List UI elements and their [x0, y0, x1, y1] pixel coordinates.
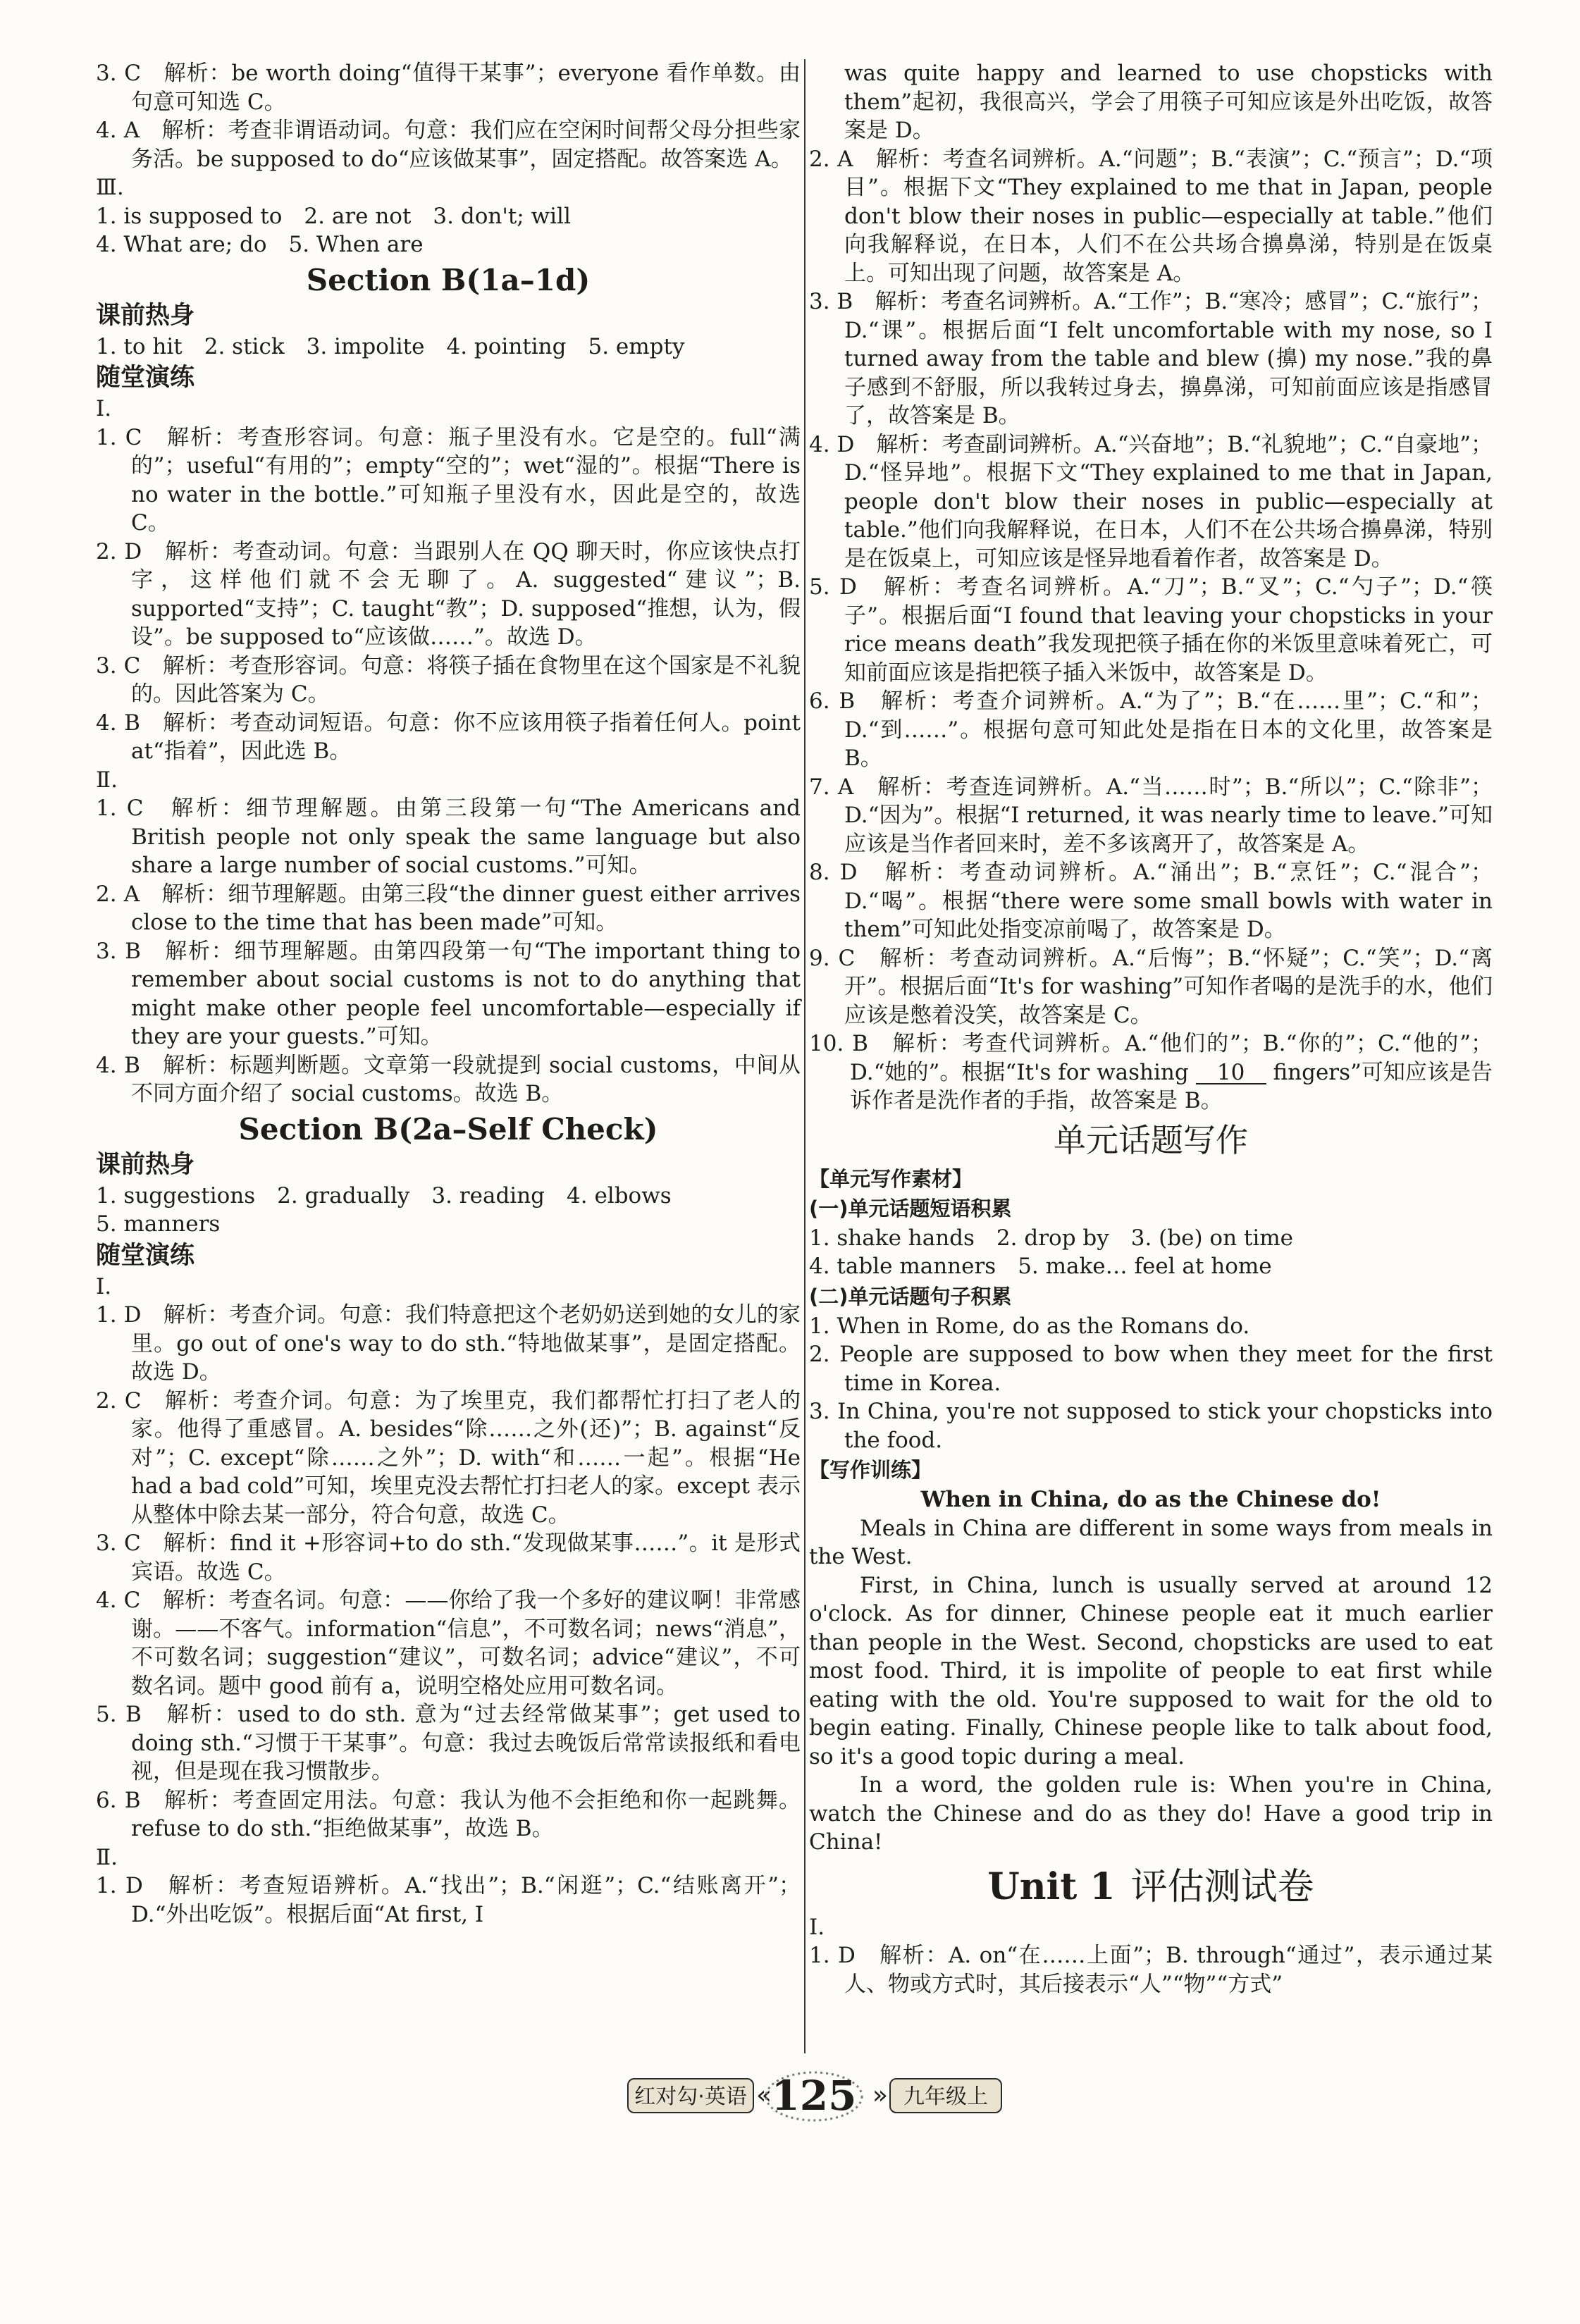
warmup-answers: 5. manners	[96, 1211, 221, 1237]
answer-item	[809, 944, 1493, 1030]
answer-item	[809, 288, 1493, 431]
answer-item	[809, 573, 1493, 687]
item-text: D 解析：A. on“在……上面”；B. through“通过”，表示通过某人、物或方式时，其后接表示“人”“物”“方式”	[838, 1943, 1493, 1997]
left-column	[96, 59, 801, 1929]
phrase-list: 4. table manners 5. make… feel at home	[809, 1254, 1272, 1279]
page-footer	[0, 2068, 1580, 2125]
answer-blank: 10	[1196, 1062, 1266, 1084]
answer-item	[96, 1051, 801, 1108]
answer-group	[96, 794, 801, 1108]
item-number: 10.	[809, 1031, 844, 1056]
answer-group	[96, 1301, 801, 1843]
right-column	[809, 59, 1493, 1998]
answer-item	[96, 1529, 801, 1586]
grade-label: 九年级上	[889, 2078, 1002, 2113]
practice-heading: 随堂演练	[96, 364, 195, 392]
item-number: 4.	[96, 118, 117, 143]
item-number: 3.	[809, 289, 830, 314]
item-text: D 解析：考查介词。句意：我们特意把这个老奶奶送到她的女儿的家里。go out of one's way to do sth.“特地做某事”，是固定搭配。故选 D。	[123, 1302, 801, 1385]
item-text: A 解析：考查非谓语动词。句意：我们应在空闲时间帮父母分担些家务活。be supposed to do“应该做某事”，固定搭配。故答案选 A。	[123, 118, 801, 172]
sentences-heading: (二)单元话题句子积累	[809, 1284, 1012, 1309]
section-title: Section B(2a–Self Check)	[238, 1111, 658, 1146]
training-heading: 【写作训练】	[809, 1458, 932, 1482]
answer-item	[809, 1312, 1493, 1341]
answer-item	[96, 794, 801, 880]
part-label: Ⅰ.	[96, 396, 112, 421]
essay-body	[809, 1514, 1493, 1857]
item-number: 1.	[96, 1873, 117, 1898]
item-text: A 解析：细节理解题。由第三段“the dinner guest either arrives close to the time that has been made”可知。	[123, 881, 801, 935]
answer-item	[809, 431, 1493, 574]
item-text: B 解析：考查代词辨析。A.“他们的”；B.“你的”；C.“他的”；D.“她的”。根据“It's for washing	[850, 1031, 1493, 1085]
answer-item	[96, 937, 801, 1051]
item-number: 2.	[96, 1387, 117, 1414]
item-number: 2.	[96, 538, 117, 564]
item-text: C 解析：find it +形容词+to do sth.“发现做某事……”。it 是形式宾语。故选 C。	[123, 1531, 801, 1585]
fill-answers: 1. is supposed to 2. are not 3. don't; will	[96, 203, 571, 229]
answer-item	[96, 1586, 801, 1700]
essay-title: When in China, do as the Chinese do!	[920, 1487, 1381, 1512]
item-text: C 解析：be worth doing“值得干某事”；everyone 看作单数。由句意可知选 C。	[124, 61, 801, 115]
answer-item	[96, 1700, 801, 1786]
item-number: 1.	[96, 1302, 117, 1328]
answer-item	[96, 1786, 801, 1843]
item-text: D 解析：考查短语辨析。A.“找出”；B.“闲逛”；C.“结账离开”；D.“外出吃饭”。根据后面“At first, I	[125, 1873, 801, 1927]
part-label: Ⅱ.	[96, 1844, 118, 1870]
part-label: Ⅲ.	[96, 175, 124, 200]
item-text: B 解析：used to do sth. 意为“过去经常做某事”；get used to doing sth.“习惯于干某事”。句意：我过去晚饭后常常读报纸和看电视，但是现在我习惯散步。	[125, 1702, 801, 1784]
item-number: 3.	[96, 61, 117, 86]
chevron-left-icon: «	[756, 2081, 772, 2110]
answer-item	[809, 1030, 1493, 1115]
answer-group	[96, 59, 801, 173]
item-text: When in Rome, do as the Romans do.	[837, 1313, 1250, 1339]
item-number: 1.	[809, 1943, 830, 1968]
item-number: 9.	[809, 945, 830, 971]
answer-item	[96, 652, 801, 709]
answer-item	[96, 59, 801, 116]
item-text: B 解析：细节理解题。由第四段第一句“The important thing to remember about social customs is not to do anything that might make other people feel uncomfortable—especially if they are your guests.”可知。	[125, 938, 801, 1049]
item-number: 8.	[809, 860, 830, 885]
answer-item	[96, 1387, 801, 1530]
item-text: B 解析：标题判断题。文章第一段就提到 social customs，中间从不同方面介绍了 social customs。故选 B。	[124, 1052, 801, 1106]
answer-item	[809, 773, 1493, 859]
warmup-answers: 1. to hit 2. stick 3. impolite 4. pointing 5. empty	[96, 333, 685, 359]
answer-item	[96, 1872, 801, 1929]
item-text: C 解析：考查动词辨析。A.“后悔”；B.“怀疑”；C.“笑”；D.“离开”。根据后面“It's for washing”可知作者喝的是洗手的水，他们应该是憋着没笑，故答案是 C。	[838, 945, 1493, 1028]
page-number: 125	[771, 2072, 857, 2120]
item-number: 5.	[96, 1702, 117, 1727]
item-number: 3.	[96, 938, 117, 964]
material-heading: 【单元写作素材】	[809, 1166, 973, 1191]
answer-group	[96, 424, 801, 766]
item-number: 4.	[96, 1052, 117, 1078]
item-text: B 解析：考查名词辨析。A.“工作”；B.“寒冷；感冒”；C.“旅行”；D.“课”。根据后面“I felt uncomfortable with my nose, so I turned away from the table and blew (擤) my nose.”我的鼻子感到不舒服，所以我转过身去，擤鼻涕，可知前面应该是指感冒了，故答案是 B。	[837, 289, 1493, 428]
warmup-heading: 课前热身	[96, 1150, 195, 1179]
item-number: 6.	[96, 1787, 117, 1813]
fill-answers: 4. What are; do 5. When are	[96, 232, 424, 257]
item-number: 6.	[809, 688, 830, 714]
answer-item	[809, 858, 1493, 944]
warmup-heading: 课前热身	[96, 301, 195, 330]
item-number: 4.	[809, 431, 830, 457]
unit-title-cn: 评估测试卷	[1130, 1865, 1314, 1908]
answer-item	[96, 880, 801, 937]
page-number-badge	[761, 2068, 867, 2125]
column-divider	[804, 59, 806, 2053]
practice-heading: 随堂演练	[96, 1241, 195, 1270]
answer-item	[96, 424, 801, 538]
book-label: 红对勾·英语	[627, 2078, 754, 2113]
item-number: 1.	[96, 796, 117, 821]
item-text: C 解析：考查形容词。句意：将筷子插在食物里在这个国家是不礼貌的。因此答案为 C。	[123, 653, 801, 707]
answer-item	[96, 538, 801, 652]
chevron-right-icon: »	[872, 2081, 889, 2110]
item-text: fingers”可知应该是告诉作者是洗作者的手指，故答案是 B。	[850, 1059, 1493, 1113]
item-number: 3.	[809, 1399, 830, 1424]
item-number: 1.	[809, 1313, 830, 1339]
essay-paragraph: First, in China, lunch is usually served at around 12 o'clock. As for dinner, Chinese people eat it much earlier than people in the West. Second, chopsticks are used to eat most food. Third, it is impolite of people to eat first while eating with the old. You're supposed to wait for the old to begin eating. Finally, Chinese people like to talk about food, so it's a good topic during a meal.	[809, 1572, 1493, 1769]
item-text: D 解析：考查名词辨析。A.“刀”；B.“叉”；C.“勺子”；D.“筷子”。根据后面“I found that leaving your chopsticks in your rice means death”我发现把筷子插在你的米饭里意味着死亡，可知前面应该是指把筷子插入米饭中，故答案是 D。	[839, 574, 1493, 686]
item-text: D 解析：考查副词辨析。A.“兴奋地”；B.“礼貌地”；C.“自豪地”；D.“怪异地”。根据下文“They explained to me that in Japan, people don't blow their noses in public—especially at table.”他们向我解释说，在日本，人们不在公共场合擤鼻涕，特别是在饭桌上，可知应该是怪异地看着作者，故答案是 D。	[837, 431, 1493, 571]
sentence-list	[809, 1312, 1493, 1455]
answer-item	[809, 145, 1493, 288]
item-number: 2.	[96, 881, 117, 907]
item-text: B 解析：考查介词辨析。A.“为了”；B.“在……里”；C.“和”；D.“到……”。根据句意可知此处是指在日本的文化里，故答案是 B。	[839, 688, 1493, 771]
phrases-heading: (一)单元话题短语积累	[809, 1196, 1012, 1220]
answer-item	[809, 1397, 1493, 1454]
unit-test-title	[809, 1861, 1493, 1913]
item-text: C 解析：考查介词。句意：为了埃里克，我们都帮忙打扫了老人的家。他得了重感冒。A. besides“除……之外(还)”；B. against“反对”；C. except“除……之外”；D. with“和……一起”。根据“He had a bad cold”可知，埃里克没去帮忙打扫老人的家。except 表示从整体中除去某一部分，符合句意，故选 C。	[124, 1387, 801, 1528]
item-text: People are supposed to bow when they meet for the first time in Korea.	[839, 1342, 1493, 1396]
item-number: 4.	[96, 710, 117, 736]
item-text: C 解析：细节理解题。由第三段第一句“The Americans and British people not only speak the same language but also share a large number of social customs.”可知。	[126, 796, 801, 878]
item-text: D 解析：考查动词。句意：当跟别人在 QQ 聊天时，你应该快点打字，这样他们就不会无聊了。A. suggested“建议”；B. supported“支持”；C. taught“教”；D. supposed“推想，认为，假设”。be supposed to“应该做……”。故选 D。	[124, 538, 801, 650]
item-text: C 解析：考查名词。句意：——你给了我一个多好的建议啊！非常感谢。——不客气。information“信息”，不可数名词；news“消息”，不可数名词；suggestion“建议”，可数名词；advice“建议”，不可数名词。题中 good 前有 a，说明空格处应用可数名词。	[123, 1588, 801, 1699]
item-number: 2.	[809, 146, 830, 172]
item-number: 2.	[809, 1342, 830, 1367]
essay-paragraph: In a word, the golden rule is: When you're in China, watch the Chinese and do as they do! Have a good trip in China!	[809, 1772, 1493, 1855]
phrase-list: 1. shake hands 2. drop by 3. (be) on time	[809, 1225, 1294, 1251]
item-number: 7.	[809, 774, 830, 800]
answer-item	[96, 709, 801, 766]
essay-paragraph: Meals in China are different in some ways from meals in the West.	[809, 1515, 1493, 1569]
item-text: In China, you're not supposed to stick your chopsticks into the food.	[837, 1399, 1493, 1453]
item-number: 3.	[96, 653, 117, 679]
item-number: 5.	[809, 574, 830, 600]
answer-item	[809, 687, 1493, 773]
item-text: B 解析：考查动词短语。句意：你不应该用筷子指着任何人。point at“指着”，因此选 B。	[124, 710, 801, 764]
item-text: C 解析：考查形容词。句意：瓶子里没有水。它是空的。full“满的”；useful“有用的”；empty“空的”；wet“湿的”。根据“There is no water in the bottle.”可知瓶子里没有水，因此是空的，故选 C。	[125, 424, 801, 536]
answer-group	[96, 1872, 801, 1929]
item-number: 1.	[96, 424, 117, 450]
continued-answer: was quite happy and learned to use chopsticks with them”起初，我很高兴，学会了用筷子可知应该是外出吃饭，故答案是 D。	[844, 61, 1493, 143]
item-text: B 解析：考查固定用法。句意：我认为他不会拒绝和你一起跳舞。refuse to do sth.“拒绝做某事”，故选 B。	[124, 1787, 801, 1841]
answer-item	[96, 116, 801, 173]
answer-group	[809, 145, 1493, 1030]
item-number: 3.	[96, 1531, 117, 1556]
part-label: Ⅰ.	[809, 1914, 825, 1940]
answer-item	[96, 1301, 801, 1387]
part-label: Ⅰ.	[96, 1273, 112, 1299]
section-title: Section B(1a–1d)	[306, 262, 591, 297]
item-text: D 解析：考查动词辨析。A.“涌出”；B.“烹饪”；C.“混合”；D.“喝”。根据“there were some small bowls with water in them”可知此处指变凉前喝了，故答案是 D。	[839, 860, 1493, 942]
answer-item	[809, 1340, 1493, 1397]
item-number: 4.	[96, 1588, 117, 1613]
item-text: A 解析：考查名词辨析。A.“问题”；B.“表演”；C.“预言”；D.“项目”。根据下文“They explained to me that in Japan, people don't blow their noses in public—especially at table.”他们向我解释说，在日本，人们不在公共场合擤鼻涕，特别是在饭桌上。可知出现了问题，故答案是 A。	[837, 146, 1493, 286]
item-text: A 解析：考查连词辨析。A.“当……时”；B.“所以”；C.“除非”；D.“因为”。根据“I returned, it was nearly time to leave.”可知应该是当作者回来时，差不多该离开了，故答案是 A。	[837, 774, 1493, 857]
unit-title-en: Unit 1	[987, 1865, 1116, 1908]
part-label: Ⅱ.	[96, 767, 118, 793]
warmup-answers: 1. suggestions 2. gradually 3. reading 4. elbows	[96, 1182, 672, 1209]
topic-writing-title: 单元话题写作	[1054, 1120, 1248, 1159]
answer-item	[809, 1941, 1493, 1998]
